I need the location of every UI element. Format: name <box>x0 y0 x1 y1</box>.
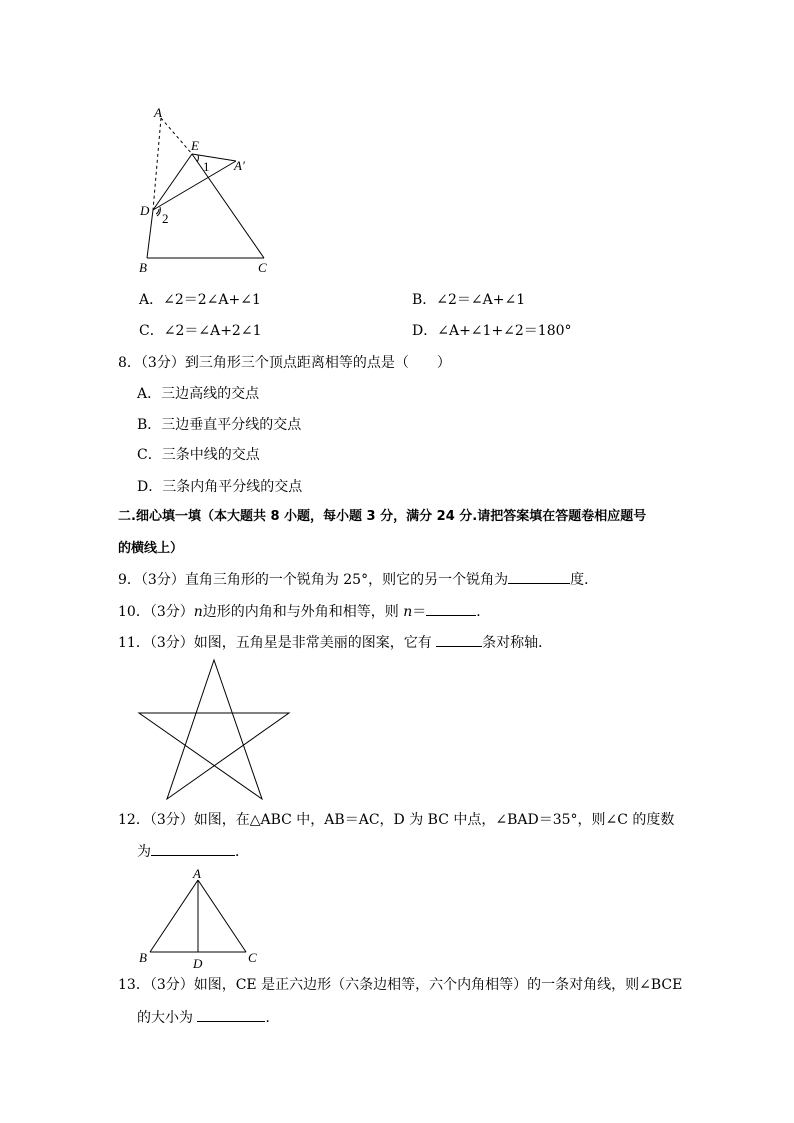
label-A-prime: A′ <box>234 158 245 173</box>
q9 <box>118 571 598 588</box>
q13-answer-blank[interactable] <box>197 1009 265 1022</box>
q8-option-d: D．三条内角平分线的交点 <box>137 479 303 495</box>
segment-ED <box>153 154 192 210</box>
label-B: B <box>139 260 147 275</box>
section2-heading-line1: 二.细心填一填（本大题共 8 小题，每小题 3 分，满分 24 分.请把答案填在答题卷相应题号 <box>118 509 647 524</box>
segment-DA-prime <box>153 161 236 210</box>
q7-option-c-label: C． <box>139 323 164 339</box>
segment-AB <box>150 880 198 952</box>
label-C: C <box>258 260 267 275</box>
q7-option-d <box>412 323 572 339</box>
q9-answer-blank[interactable] <box>508 571 570 584</box>
label-B: B <box>139 950 147 965</box>
label-A: A <box>193 866 201 881</box>
q7-option-a <box>139 292 261 308</box>
q12-line1: 12．（3分）如图，在△ABC 中，AB＝AC，D 为 BC 中点，∠BAD＝35°，则∠C 的度数 <box>118 812 675 828</box>
label-D: D <box>193 956 203 971</box>
label-C: C <box>248 950 257 965</box>
q7-option-c <box>139 323 261 339</box>
q7-option-b-label: B． <box>412 292 437 308</box>
segment-AC <box>198 880 246 952</box>
q10-var-n2: n <box>403 604 413 620</box>
angle1-arc <box>197 155 198 162</box>
label-E: E <box>191 138 199 153</box>
label-D: D <box>140 203 150 218</box>
q13-line1: 13．（3分）如图，CE 是正六边形（六条边相等，六个内角相等）的一条对角线，则∠BCE <box>118 977 683 993</box>
q10-answer-blank[interactable] <box>426 603 476 616</box>
q13-line2-after: ． <box>265 1010 280 1026</box>
q7-option-d-text: ∠A+∠1+∠2＝180° <box>437 323 572 339</box>
segment-AE-dashed <box>161 118 192 154</box>
q8-stem: 8．（3分）到三角形三个顶点距离相等的点是（ ） <box>118 355 451 371</box>
q12-figure <box>135 862 265 972</box>
q8-option-b: B．三边垂直平分线的交点 <box>137 417 302 433</box>
q11 <box>118 634 552 651</box>
q7-figure <box>130 100 290 280</box>
q10-text-after: ． <box>476 604 491 620</box>
q7-option-d-label: D． <box>412 323 438 339</box>
q12-line2-text: 为 <box>137 844 151 860</box>
q12-line2 <box>137 843 249 860</box>
segment-AD-dashed <box>153 118 161 210</box>
label-1: 1 <box>203 159 210 174</box>
q11-text-after: 条对称轴． <box>482 635 553 651</box>
section2-heading-line2: 的横线上） <box>118 541 184 556</box>
q10-var-n: n <box>193 604 203 620</box>
q13-line2 <box>137 1009 279 1026</box>
q11-star-figure <box>130 650 300 805</box>
label-2: 2 <box>162 211 169 226</box>
q10 <box>118 603 490 620</box>
q11-text: 11．（3分）如图，五角星是非常美丽的图案，它有 <box>118 635 437 651</box>
q10-text: 边形的内角和与外角和相等，则 <box>202 604 404 620</box>
label-A: A <box>154 105 162 120</box>
q7-option-b <box>412 292 525 308</box>
q7-option-b-text: ∠2＝∠A+∠1 <box>436 292 526 308</box>
q9-text: 9．（3分）直角三角形的一个锐角为 25°，则它的另一个锐角为 <box>118 572 509 588</box>
q7-option-c-text: ∠2＝∠A+2∠1 <box>163 323 262 339</box>
q8-option-c: C．三条中线的交点 <box>137 447 260 463</box>
q8-option-a: A．三边高线的交点 <box>137 386 260 402</box>
q11-answer-blank[interactable] <box>436 634 482 647</box>
q10-eq: ＝ <box>412 604 427 620</box>
pentagram <box>139 660 289 799</box>
q12-line2-after: ． <box>235 844 249 860</box>
q12-answer-blank[interactable] <box>151 843 235 856</box>
q9-text-after: 度． <box>570 572 599 588</box>
q7-option-a-label: A． <box>139 292 164 308</box>
q10-prefix: 10．（3分） <box>118 604 194 620</box>
q7-option-a-text: ∠2＝2∠A+∠1 <box>163 292 261 308</box>
q13-line2-text: 的大小为 <box>137 1010 198 1026</box>
